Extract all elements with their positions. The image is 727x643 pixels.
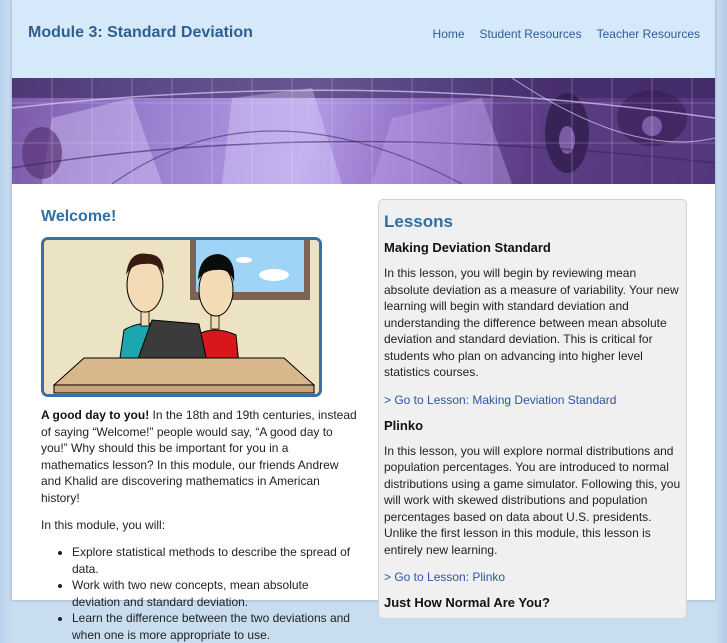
module-goal-item: • Learn the difference between the two deviations and when one is more appropriate to use. (72, 610, 357, 643)
site-header (12, 0, 715, 78)
go-to-lesson-making-deviation-standard-link[interactable]: > Go to Lesson: Making Deviation Standard (384, 392, 617, 407)
banner-image (12, 78, 715, 184)
lessons-heading: Lessons (384, 212, 453, 231)
module-goal-item: • Explore statistical methods to describe the spread of data. (72, 544, 357, 577)
lesson-title: Just How Normal Are You? (384, 595, 550, 610)
lesson-title: Making Deviation Standard (384, 240, 551, 255)
welcome-section (41, 208, 357, 643)
main-content (12, 184, 715, 642)
intro-text: In the 18th and 19th centuries, instead of saying “Welcome!” people would say, “A good day to you!” Why should this be important for you in a mathematics lesson? In this module, our friends Andrew and Khalid are discovering mathematics in American history! (41, 408, 357, 505)
site-title: Module 3: Standard Deviation (28, 24, 253, 41)
module-goal-item: • Work with two new concepts, mean absolute deviation and standard deviation. (72, 577, 357, 610)
intro-greeting: A good day to you! (41, 408, 150, 422)
main-nav (433, 27, 700, 41)
lesson-making-deviation-standard (384, 240, 681, 407)
lesson-description: In this lesson, you will explore normal distributions and population percentages. You are introduced to normal distributions using a game simulator. Following this, you will work with skewed distributions and population percentages based on data about U.S. presidents. Unlike the first lesson in this module, this lesson is entirely new learning. (384, 443, 681, 557)
lesson-plinko (384, 418, 681, 585)
nav-teacher-resources-link[interactable]: Teacher Resources (596, 27, 700, 41)
welcome-intro (41, 407, 357, 506)
lessons-panel (378, 199, 687, 619)
nav-home-link[interactable]: Home (432, 27, 465, 41)
lesson-description: In this lesson, you will begin by reviewing mean absolute deviation as a measure of variability. Your new learning will begin with standard deviation and understanding the difference between mean absolute deviation and standard deviation. This is critical for students who plan on advancing into higher level statistics courses. (384, 266, 679, 379)
page-container (12, 0, 715, 642)
welcome-heading: Welcome! (41, 208, 117, 225)
welcome-illustration (41, 237, 322, 397)
go-to-lesson-plinko-link[interactable]: > Go to Lesson: Plinko (384, 570, 506, 584)
module-goals-list (41, 544, 357, 643)
lesson-title: Plinko (384, 417, 424, 433)
nav-student-resources-link[interactable]: Student Resources (479, 27, 582, 41)
lesson-just-how-normal (384, 595, 681, 610)
module-goals-intro: In this module, you will: (41, 518, 166, 532)
